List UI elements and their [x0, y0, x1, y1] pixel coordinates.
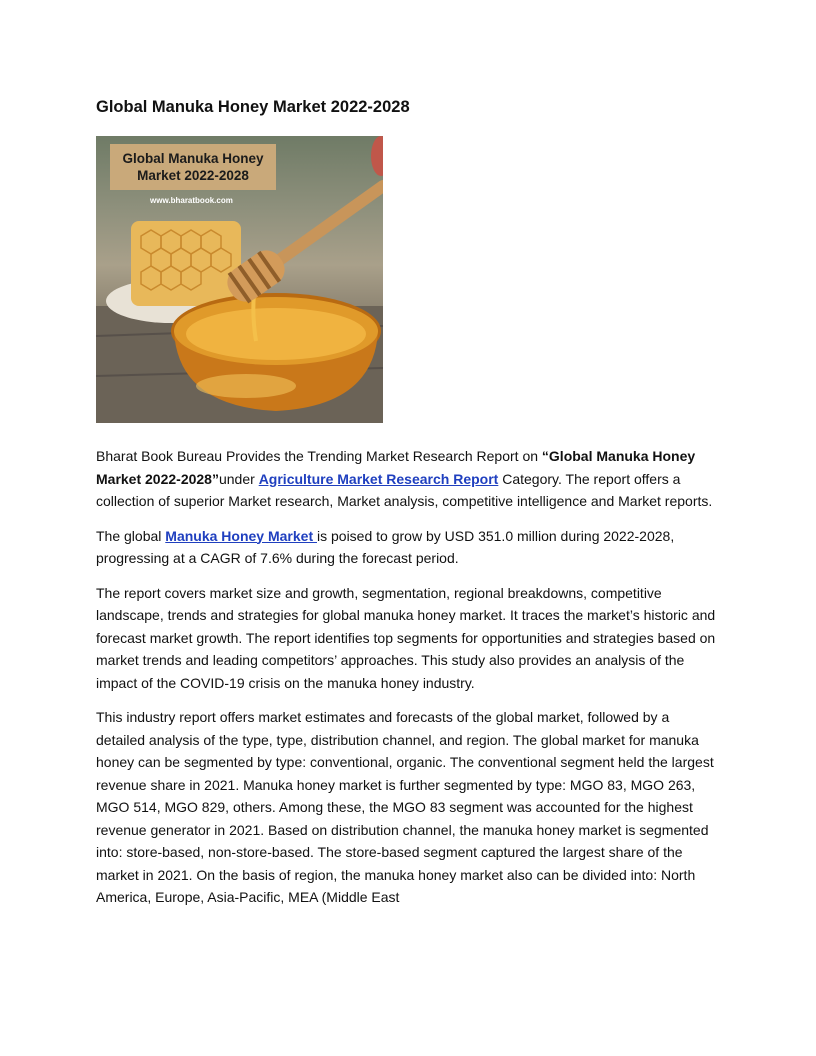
- cover-title-box: [110, 144, 276, 190]
- intro-paragraph: [96, 445, 722, 513]
- growth-text-2: is poised to grow by USD 351.0 million during 2022-2028, progressing at a CAGR of 7.6% during the forecast period.: [96, 527, 675, 566]
- intro-text-1: Bharat Book Bureau Provides the Trending Market Research Report on: [96, 448, 542, 464]
- cover-title-line2: Market 2022-2028: [137, 168, 249, 183]
- document-page: [96, 96, 722, 909]
- segmentation-paragraph: This industry report offers market estimates and forecasts of the global market, followed by a detailed analysis of the type, type, distribution channel, and region. The global market for manuka honey can be segmented by type: conventional, organic. The conventional segment held the largest revenue share in 2021. Manuka honey market is further segmented by type: MGO 83, MGO 263, MGO 514, MGO 829, others. Among these, the MGO 83 segment was accounted for the highest revenue generator in 2021. Based on distribution channel, the manuka honey market is segmented into: store-based, non-store-based. The store-based segment captured the largest share of the market in 2021. On the basis of region, the manuka honey market also can be divided into: North America, Europe, Asia-Pacific, MEA (Middle East: [96, 709, 714, 905]
- intro-text-2: under: [218, 470, 259, 487]
- manuka-market-link[interactable]: Manuka Honey Market: [165, 527, 317, 544]
- report-title-bold: “Global Manuka Honey Market 2022-2028”: [96, 448, 696, 487]
- cover-website: www.bharatbook.com: [150, 196, 233, 205]
- growth-text-1: The global: [96, 527, 166, 544]
- cover-image: [96, 136, 383, 423]
- page-title: Global Manuka Honey Market 2022-2028: [96, 98, 410, 116]
- intro-text-3: Category. The report offers a collection of superior Market research, Market analysis, competitive intelligence and Market reports.: [96, 470, 713, 509]
- coverage-paragraph: The report covers market size and growth, segmentation, regional breakdowns, competitive landscape, trends and strategies for global manuka honey market. It traces the market’s historic and forecast market growth. The report identifies top segments for opportunities and strategies based on market trends and leading competitors’ approaches. This study also provides an analysis of the impact of the COVID-19 crisis on the manuka honey industry.: [96, 584, 716, 691]
- cover-title-line1: Global Manuka Honey: [122, 151, 264, 166]
- agriculture-report-link[interactable]: Agriculture Market Research Report: [258, 470, 499, 487]
- growth-paragraph: [96, 525, 722, 570]
